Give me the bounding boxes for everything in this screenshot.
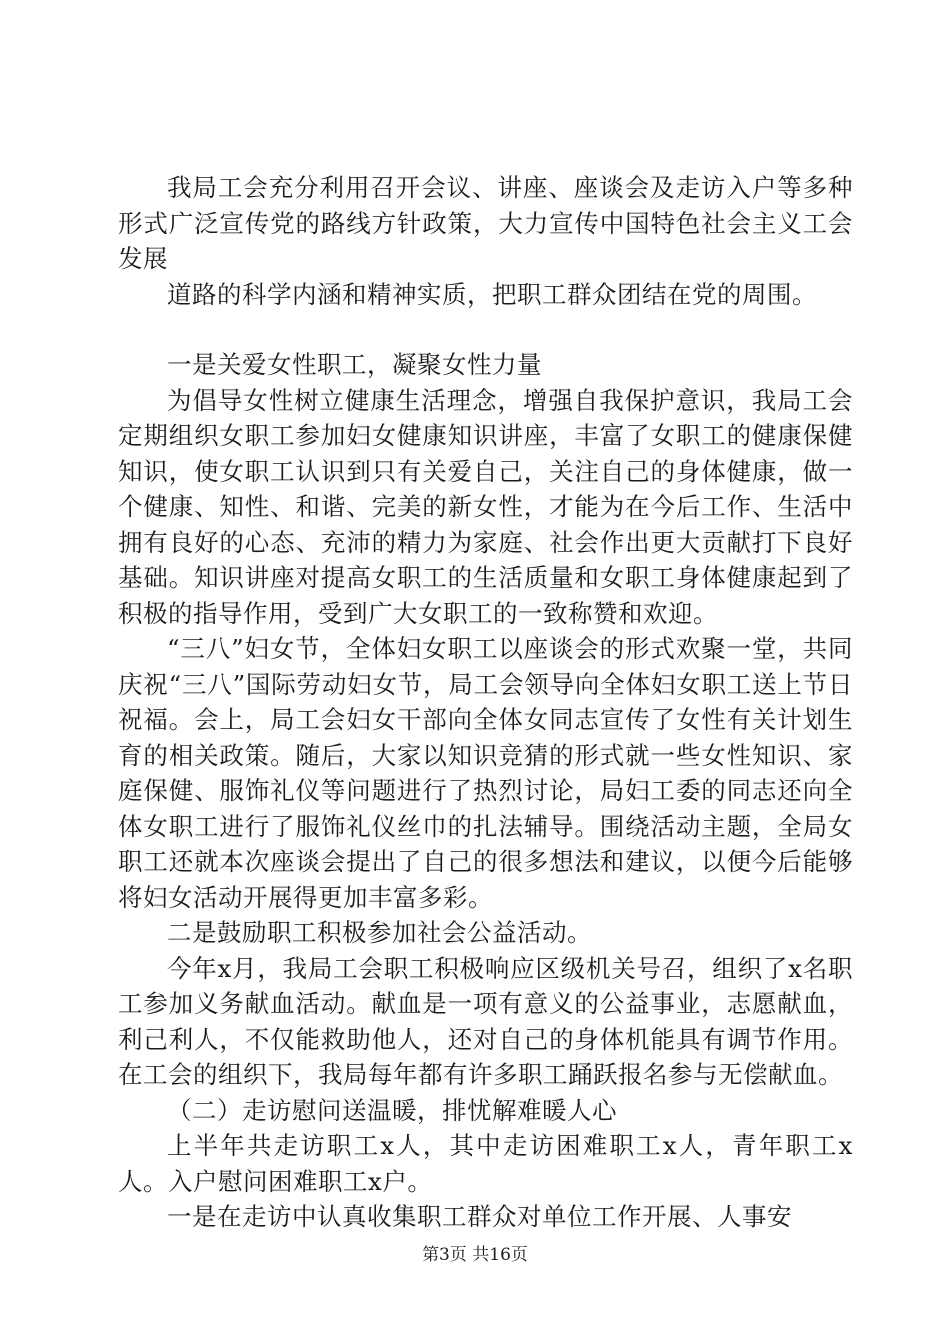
heading-visits: （二）走访慰问送温暖，排忧解难暖人心 <box>167 1095 617 1125</box>
paragraph-visit-stats: 上半年共走访职工x人，其中走访困难职工x人，青年职工x人。入户慰问困难职工x户。 <box>118 1131 853 1196</box>
paragraph-collect-opinions: 一是在走访中认真收集职工群众对单位工作开展、人事安 <box>167 1202 792 1231</box>
paragraph-womens-day: “三八”妇女节，全体妇女职工以座谈会的形式欢聚一堂，共同庆祝“三八”国际劳动妇女节，局工会领导向全体妇女职工送上节日祝福。会上，局工会妇女干部向全体女同志宣传了女性有关计划生育的相关政策。随后，大家以知识竞猜的形式就一些女性知识、家庭保健、服饰礼仪等问题进行了热烈讨论，局妇工委的同志还向全体女职工进行了服饰礼仪丝巾的扎法辅导。围绕活动主题，全局女职工还就本次座谈会提出了自己的很多想法和建议，以便今后能够将妇女活动开展得更加丰富多彩。 <box>118 634 853 912</box>
heading-public-welfare: 二是鼓励职工积极参加社会公益活动。 <box>167 918 592 947</box>
paragraph-union-road: 道路的科学内涵和精神实质，把职工群众团结在党的周围。 <box>167 279 817 309</box>
document-body <box>118 170 853 1235</box>
page-footer: 第3页 共16页 <box>422 1245 528 1265</box>
heading-care-female-workers: 一是关爱女性职工，凝聚女性力量 <box>167 350 542 379</box>
paragraph-blood-donation: 今年x月，我局工会职工积极响应区级机关号召，组织了x名职工参加义务献血活动。献血是一项有意义的公益事业，志愿献血，利己利人，不仅能救助他人，还对自己的身体机能具有调节作用。在工会的组织下，我局每年都有许多职工踊跃报名参与无偿献血。 <box>118 953 853 1089</box>
paragraph-union-publicity: 我局工会充分利用召开会议、讲座、座谈会及走访入户等多种形式广泛宣传党的路线方针政策，大力宣传中国特色社会主义工会发展 <box>118 173 853 273</box>
paragraph-gap <box>118 312 853 347</box>
paragraph-health-lecture: 为倡导女性树立健康生活理念，增强自我保护意识，我局工会定期组织女职工参加妇女健康知识讲座，丰富了女职工的健康保健知识，使女职工认识到只有关爱自己，关注自己的身体健康，做一个健康、知性、和谐、完美的新女性，才能为在今后工作、生活中拥有良好的心态、充沛的精力为家庭、社会作出更大贡献打下良好基础。知识讲座对提高女职工的生活质量和女职工身体健康起到了积极的指导作用，受到广大女职工的一致称赞和欢迎。 <box>118 385 853 628</box>
